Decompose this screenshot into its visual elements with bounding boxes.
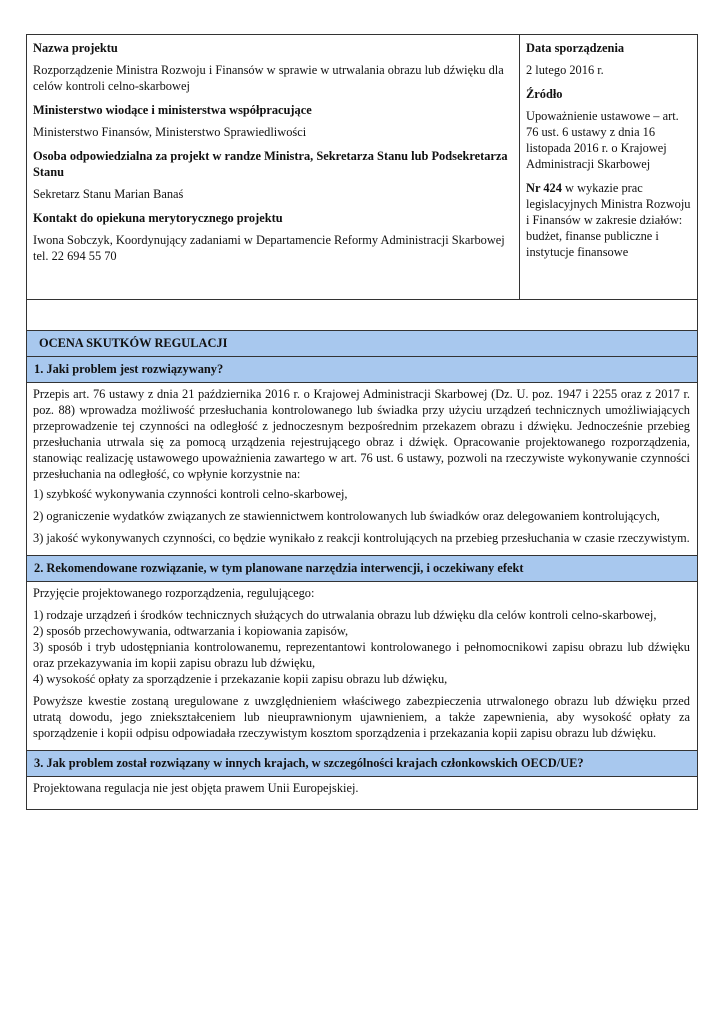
section-2-body	[27, 582, 697, 751]
number-bold: Nr 424	[526, 181, 562, 195]
spacer-row	[27, 300, 697, 331]
list-item: 3) sposób i tryb udostępniania kontrolowanemu, reprezentantowi kontrolowanego i pełnomocnikowi zapisu obrazu lub dźwięku oraz przekazywania im kopii zapisu obrazu lub dźwięku,	[33, 640, 690, 670]
section-3-title: 3. Jak problem został rozwiązany w innych krajach, w szczególności krajach członkowskich OECD/UE?	[27, 751, 697, 777]
section-1-title: 1. Jaki problem jest rozwiązywany?	[27, 357, 697, 383]
section-2-title: 2. Rekomendowane rozwiązanie, w tym planowane narzędzia interwencji, i oczekiwany efekt	[27, 556, 697, 582]
section-1-intro: Przepis art. 76 ustawy z dnia 21 października 2016 r. o Krajowej Administracji Skarbowej (Dz. U. poz. 1947 i 2255 oraz z 2017 r. poz. 88) wprowadza możliwość przesłuchania kontrolowanego lub świadka przy użyciu urządzeń technicznych umożliwiających przeprowadzenie tej czynności na odległość z jednoczesnym bezpośrednim przekazem obrazu i dźwięku. Jednocześnie przebieg przesłuchania utrwala się za pomocą urządzenia rejestrującego obraz i dźwięk. Opracowanie projektowanego rozporządzenia, stanowiąc realizację ustawowego upoważnienia zawartego w art. 76 ust. 6 ustawy, pozwoli na rzeczywiste wykonywanie czynności przesłuchania na odległość, co wpłynie korzystnie na:	[33, 387, 690, 481]
legislative-number	[526, 180, 691, 260]
date-block	[526, 40, 691, 78]
responsible-label: Osoba odpowiedzialna za projekt w randze Ministra, Sekretarza Stanu lub Podsekretarza Stanu	[33, 149, 508, 179]
source: Upoważnienie ustawowe – art. 76 ust. 6 ustawy z dnia 16 listopada 2016 r. o Krajowej Administracji Skarbowej	[526, 109, 679, 171]
contact-block	[33, 210, 513, 264]
number-block	[526, 180, 691, 260]
list-item: 1) rodzaje urządzeń i środków technicznych służących do utrwalania obrazu lub dźwięku dla celów kontroli celno-skarbowej,	[33, 608, 657, 622]
osr-title: OCENA SKUTKÓW REGULACJI	[27, 331, 697, 357]
project-name-label: Nazwa projektu	[33, 41, 118, 55]
responsible-block	[33, 148, 513, 202]
source-block	[526, 86, 691, 172]
date: 2 lutego 2016 r.	[526, 63, 604, 77]
source-label: Źródło	[526, 87, 563, 101]
section-1-body	[27, 383, 697, 556]
list-item: 1) szybkość wykonywania czynności kontroli celno-skarbowej,	[33, 487, 348, 501]
ministry-block	[33, 102, 513, 140]
osr-form	[26, 34, 698, 810]
date-label: Data sporządzenia	[526, 41, 625, 55]
number-rest: w wykazie prac legislacyjnych Ministra Rozwoju i Finansów w zakresie działów: budżet, finanse publiczne i instytucje finansowe	[526, 181, 691, 259]
ministry: Ministerstwo Finansów, Ministerstwo Sprawiedliwości	[33, 125, 307, 139]
contact-label: Kontakt do opiekuna merytorycznego projektu	[33, 211, 283, 225]
ministry-label: Ministerstwo wiodące i ministerstwa współpracujące	[33, 103, 312, 117]
contact: Iwona Sobczyk, Koordynujący zadaniami w Departamencie Reformy Administracji Skarbowej tel. 22 694 55 70	[33, 233, 505, 263]
list-item: 3) jakość wykonywanych czynności, co będzie wynikało z reakcji kontrolujących na przebieg przesłuchania w czasie rzeczywistym.	[33, 531, 690, 545]
project-info	[27, 35, 697, 300]
project-name: Rozporządzenie Ministra Rozwoju i Finansów w sprawie w utrwalania obrazu lub dźwięku dla celów kontroli celno-skarbowej	[33, 63, 504, 93]
section-2-outro: Powyższe kwestie zostaną uregulowane z uwzględnieniem właściwego zabezpieczenia utrwalonego obrazu lub dźwięku przed utratą dowodu, jego zniekształceniem lub nieuprawnionym ujawnieniem, a także zapewnienia, aby wysokość opłaty za sporządzenie i kopii odpisu odpowiadała rzeczywistym kosztom sporządzenia i przekazania kopii zapisu obrazu lub dźwięku.	[33, 694, 690, 740]
section-3-text: Projektowana regulacja nie jest objęta prawem Unii Europejskiej.	[33, 781, 359, 795]
project-name-block	[33, 40, 513, 94]
list-item: 4) wysokość opłaty za sporządzenie i przekazanie kopii zapisu obrazu lub dźwięku,	[33, 672, 448, 686]
section-3-body	[27, 777, 697, 809]
project-meta	[520, 35, 697, 299]
section-2-intro: Przyjęcie projektowanego rozporządzenia, regulującego:	[33, 586, 315, 600]
project-details	[27, 35, 520, 299]
responsible: Sekretarz Stanu Marian Banaś	[33, 187, 184, 201]
list-item: 2) sposób przechowywania, odtwarzania i kopiowania zapisów,	[33, 624, 349, 638]
list-item: 2) ograniczenie wydatków związanych ze stawiennictwem kontrolowanych lub świadków oraz delegowaniem kontrolujących,	[33, 509, 660, 523]
